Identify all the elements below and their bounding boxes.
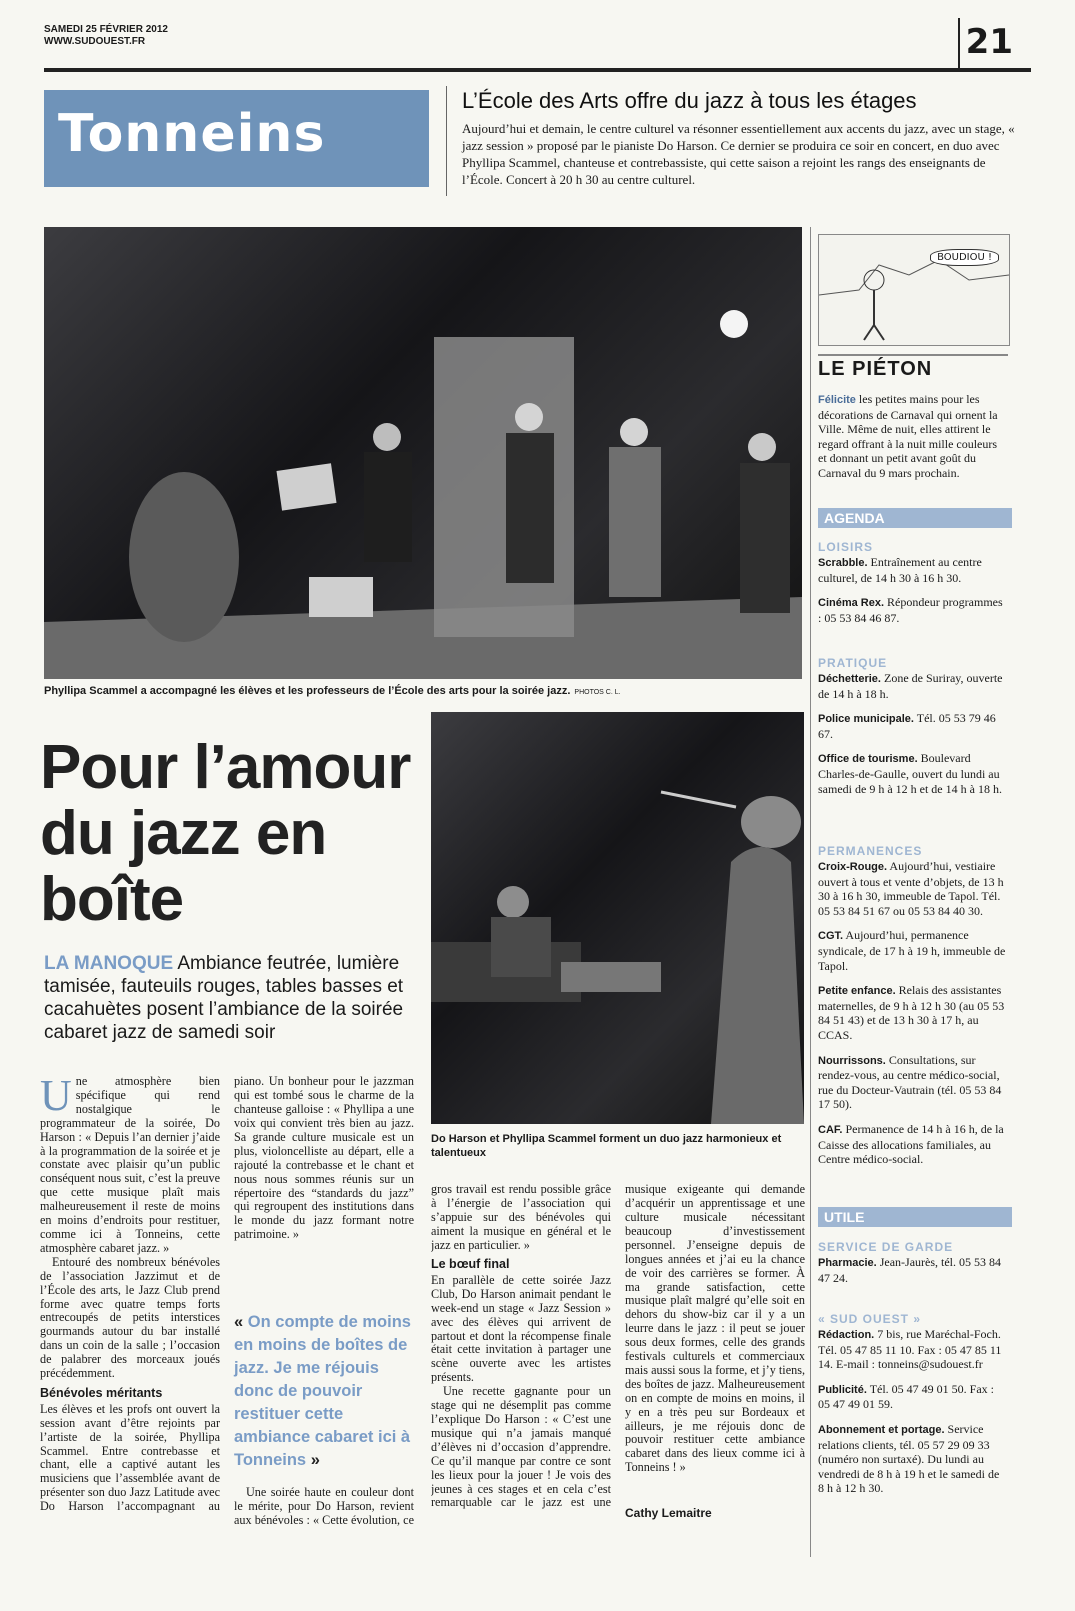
caf-label: CAF. xyxy=(818,1123,843,1136)
paragraph-2: Entouré des nombreux bénévoles de l’association Jazzimut et de l’École des arts, le Jazz Club prend forme avec quatre temps forts entrecoupés de petits interstices gourmands autour du bar installé dans un coin de la salle ; l’occasion de palabrer des morceaux joués précédemment. xyxy=(40,1254,220,1381)
redaction-label: Rédaction. xyxy=(818,1329,875,1341)
cgt-text: Aujourd’hui, permanence syndicale, de 17 h à 19 h, immeuble de Tapol. xyxy=(818,928,1006,973)
pull-quote xyxy=(234,1311,414,1472)
sidebar-rule xyxy=(810,227,811,1557)
tourisme-label: Office de tourisme. xyxy=(818,753,918,766)
loisirs-heading: LOISIRS xyxy=(818,540,874,554)
article-column-3 xyxy=(431,1183,611,1511)
dropcap: U xyxy=(40,1071,72,1120)
article-column-1 xyxy=(40,1071,220,1514)
paragraph-6-text: Une recette gagnante pour un stage qui ne désemplit pas comme l’explique Do Harson : « C’est une musique qui n’a jamais manqué d’élèves ni d’occasion d’apprendre. Ce qu’il manque par contre ce sont les lieux pour la jouer ! Je vois des jeunes à ces stages et en cela c’est remarquable car le jazz est une xyxy=(431,1385,611,1510)
sudouest-list xyxy=(818,1327,1008,1506)
pharmacie-label: Pharmacie. xyxy=(818,1257,877,1269)
service-de-garde-heading: SERVICE DE GARDE xyxy=(818,1240,954,1254)
pieton-lead: Félicite xyxy=(818,394,856,406)
duo-photo-caption: Do Harson et Phyllipa Scammel forment un duo jazz harmonieux et talentueux xyxy=(431,1133,782,1159)
paragraph-6-overflow: musique exigeante qui demande d’acquérir un apprentissage et une culture musicale nécessitant beaucoup d’investissement personnel. J’enseigne depuis de longues années et j’ai eu la chance de voir des carrières se former. À ma grande satisfaction, cette musique plaît malgré qu’elle soit en dehors du show-biz car il y a un leurre dans le jazz : il peut se jouer sous deux formes, celle des grands festivals culturels et commerciaux mais aussi sous la forme, et j’y tiens, des boîtes de jazz. Malheureusement on en compte de moins en moins, il y en a très peu sur Bordeaux et ailleurs, je me réjouis donc de pouvoir restituer cette ambiance cabaret dans des lieux comme ici à Tonneins ! » xyxy=(625,1183,805,1475)
abonnement-label: Abonnement et portage. xyxy=(818,1423,945,1436)
header-divider xyxy=(958,18,960,70)
article-headline: Pour l’amour du jazz en boîte xyxy=(40,733,411,934)
article-subhead xyxy=(44,952,424,1044)
pieton-cartoon xyxy=(818,234,1010,346)
subheading-benevoles: Bénévoles méritants xyxy=(40,1385,163,1400)
concert-photo-illustration xyxy=(44,227,802,679)
publicite-text: Tél. 05 47 49 01 50. Fax : 05 47 49 01 59. xyxy=(818,1381,995,1412)
paragraph-4-continued xyxy=(431,1183,611,1252)
article-column-2 xyxy=(234,1075,414,1528)
paragraph-4-overflow: gros travail est rendu possible grâce à l’énergie de l’association qui s’appuie sur des bénévoles qui aiment la musique en général et le jazz en particulier. » xyxy=(431,1183,611,1252)
permanences-heading: PERMANENCES xyxy=(818,844,923,858)
paragraph-6-continued xyxy=(625,1183,805,1503)
dechetterie-text: Zone de Suriray, ouverte de 14 h à 18 h. xyxy=(818,671,1003,701)
pharmacie-text: Jean-Jaurès, tél. 05 53 84 47 24. xyxy=(818,1255,1002,1285)
paragraph-3: Les élèves et les profs ont ouvert la session avant d’être rejoints par l’artiste de la soirée, Phyllipa Scammel. Entre contrebasse et chant, elle a captivé autant les musiciens que l’assemblée avant de présenter son duo Jazz Latitude avec Do Harson l’accompagnant au xyxy=(40,1402,220,1514)
paragraph-4 xyxy=(234,1486,414,1528)
quote-text: On compte de moins en moins de boîtes de jazz. Je me réjouis donc de pouvoir restituer cette ambiance cabaret ici à Tonneins xyxy=(234,1313,411,1469)
pieton-text: les petites mains pour les décorations de Carnaval qui ornent la Ville. Même de nuit, elles attirent le regard offrant à la nuit mille couleurs et donnant un petit avant goût du Carnaval du 9 mars prochain. xyxy=(818,392,998,480)
cartoon-speech-bubble: BOUDIOU ! xyxy=(930,249,999,266)
permanences-list xyxy=(818,859,1008,1177)
cinema-label: Cinéma Rex. xyxy=(818,597,885,610)
sudouest-heading: « SUD OUEST » xyxy=(818,1312,922,1326)
concert-photo-caption xyxy=(44,685,814,697)
paragraph-6 xyxy=(431,1385,611,1511)
redaction-text: 7 bis, rue Maréchal-Foch. Tél. 05 47 85 11 10. Fax : 05 47 85 11 14. E-mail : tonneins@sudouest.fr xyxy=(818,1327,1002,1372)
section-banner xyxy=(44,90,429,187)
article-column-4 xyxy=(625,1183,805,1521)
petite-enfance-label: Petite enfance. xyxy=(818,985,896,998)
paragraph-3-continued xyxy=(234,1075,414,1297)
cinema-text: Répondeur programmes : 05 53 84 46 87. xyxy=(818,595,1003,625)
photo-credit: PHOTOS C. L. xyxy=(574,689,621,696)
loisirs-list xyxy=(818,555,1008,635)
edition-date: SAMEDI 25 FÉVRIER 2012 xyxy=(44,24,168,35)
lead-body: Aujourd’hui et demain, le centre culturel va résonner essentiellement aux accents du jazz, avec un stage, « jazz session » proposé par le pianiste Do Harson. Ce dernier se produira ce soir en concert, en duo avec Phyllipa Scammel, chanteuse et contrebassiste, qui cette saison a rejoint les rangs des enseignants de l’École. Concert à 20 h 30 au centre culturel. xyxy=(462,121,1015,187)
scrabble-label: Scrabble. xyxy=(818,557,868,569)
paragraph-1: ne atmosphère bien spécifique qui rend nostalgique le programmateur de la soirée, Do Harson : « Depuis l’an dernier j’aide à la programmation de la soirée et je constate avec plaisir qu’un public conséquent nous suit, c’est la preuve que cette musique plaît mais malheureusement il reste de moins en moins d’endroits pour restituer, comme ici à Tonneins, cette atmosphère cabaret jazz. » xyxy=(40,1074,220,1255)
agenda-bar: AGENDA xyxy=(818,508,1012,528)
page-number: 21 xyxy=(965,22,1013,62)
duo-photo-illustration xyxy=(431,712,804,1124)
concert-photo xyxy=(44,227,802,679)
tourisme-text: Boulevard Charles-de-Gaulle, ouvert du lundi au samedi de 9 h à 12 h et de 14 h à 18 h. xyxy=(818,751,1002,796)
paragraph-4-text: Une soirée haute en couleur dont le mérite, pour Do Harson, revient aux bénévoles : « Cette évolution, ce xyxy=(234,1486,414,1527)
cgt-label: CGT. xyxy=(818,930,844,943)
police-label: Police municipale. xyxy=(818,713,914,726)
edition-date-block xyxy=(44,24,168,48)
article-kicker: LA MANOQUE xyxy=(44,953,174,974)
pratique-heading: PRATIQUE xyxy=(818,656,888,670)
petite-enfance-text: Relais des assistantes maternelles, de 9 h à 12 h 30 (au 05 53 84 51 43) et de 13 h 30 à 17 h, au CCAS. xyxy=(818,983,1005,1042)
pieton-title: LE PIÉTON xyxy=(818,354,1008,381)
pieton-body xyxy=(818,392,1008,491)
quote-close-mark: » xyxy=(310,1451,320,1469)
pratique-list xyxy=(818,671,1008,806)
scrabble-text: Entraînement au centre culturel, de 14 h 30 à 16 h 30. xyxy=(818,555,982,585)
croix-rouge-text: Aujourd’hui, vestiaire ouvert à tous et vente d’objets, de 13 h 30 à 16 h 30, immeuble de Tapol. Tél. 05 53 84 51 67 ou 05 53 84 40 30. xyxy=(818,859,1004,918)
nourrissons-label: Nourrissons. xyxy=(818,1054,886,1067)
website-url: WWW.SUDOUEST.FR xyxy=(44,36,146,47)
header-rule xyxy=(44,68,1031,72)
section-name: Tonneins xyxy=(58,104,326,164)
caf-text: Permanence de 14 h à 16 h, de la Caisse des allocations familiales, au Centre médico-social. xyxy=(818,1121,1004,1167)
abonnement-text: Service relations clients, tél. 05 57 29 09 33 (numéro non surtaxé). Du lundi au vendredi de 8 h à 19 h et le samedi de 8 h à 12 h 30. xyxy=(818,1421,1000,1496)
nourrissons-text: Consultations, sur rendez-vous, au centre médico-social, rue du Docteur-Vautrain (tél. 05 53 84 17 50). xyxy=(818,1052,1002,1112)
caption-text: Phyllipa Scammel a accompagné les élèves et les professeurs de l’École des arts pour la soirée jazz. xyxy=(44,685,571,697)
subhead-text: Ambiance feutrée, lumière tamisée, fauteuils rouges, tables basses et cacahuètes posent l’ambiance de la soirée cabaret jazz de samedi soir xyxy=(44,953,404,1043)
publicite-label: Publicité. xyxy=(818,1383,867,1396)
paragraph-5: En parallèle de cette soirée Jazz Club, Do Harson animait pendant le week-end un stage « Jazz Session » avec des élèves qui arrivent de partout et dont la récompense finale était cette invitation à partager une scène ouverte avec les artistes présents. xyxy=(431,1272,611,1385)
croix-rouge-label: Croix-Rouge. xyxy=(818,861,888,873)
police-text: Tél. 05 53 79 46 67. xyxy=(818,711,996,741)
paragraph-3-overflow: piano. Un bonheur pour le jazzman qui est tombé sous le charme de la chanteuse galloise : « Phyllipa a une voix qui convient très bien au jazz. Sa grande culture musicale est un plus, violoncelliste au départ, elle a rajouté la contrebasse et le chant et nous nous sommes réunis sur un répertoire des “standards du jazz” qui regroupent des institutions dans le monde du jazz formant notre patrimoine. » xyxy=(234,1075,414,1242)
author-signature: Cathy Lemaitre xyxy=(625,1506,712,1520)
dechetterie-label: Déchetterie. xyxy=(818,673,881,685)
garde-list xyxy=(818,1255,1008,1295)
lead-title: L’École des Arts offre du jazz à tous les étages xyxy=(462,88,917,113)
subheading-boeuf: Le bœuf final xyxy=(431,1257,510,1271)
quote-open-mark: « xyxy=(234,1313,244,1331)
utile-bar: UTILE xyxy=(818,1207,1012,1227)
duo-photo xyxy=(431,712,804,1124)
